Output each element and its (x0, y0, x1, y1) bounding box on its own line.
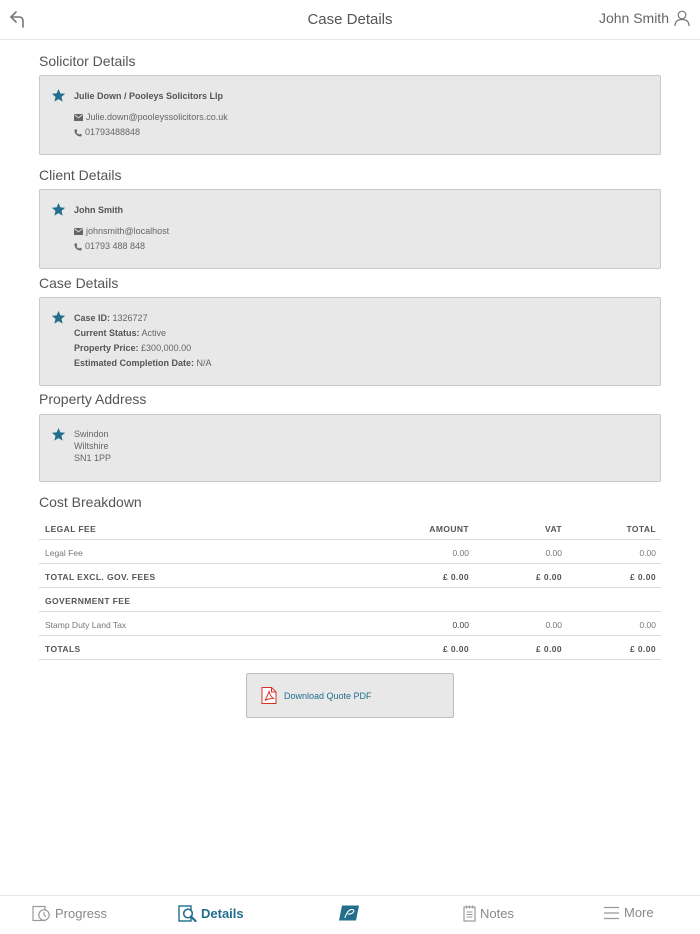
case-price-value: £300,000.00 (141, 343, 192, 353)
property-line-1: Swindon (74, 429, 109, 439)
tab-brand[interactable] (339, 905, 360, 921)
tab-details-label: Details (201, 906, 244, 921)
client-email: johnsmith@localhost (86, 226, 170, 236)
case-completion-label: Estimated Completion Date: (74, 358, 195, 368)
solicitor-name: Julie Down / Pooleys Solicitors Llp (74, 91, 224, 101)
stamp-duty-label: Stamp Duty Land Tax (45, 620, 127, 630)
tab-more-label: More (624, 905, 654, 920)
case-price-label: Property Price: (74, 343, 139, 353)
case-status-label: Current Status: (74, 328, 140, 338)
bottom-tab-bar (0, 895, 700, 934)
envelope-icon (74, 228, 83, 235)
col-legal-fee: LEGAL FEE (45, 524, 97, 534)
solicitor-email-row[interactable] (74, 112, 228, 122)
user-name: John Smith (598, 10, 669, 26)
brand-logo-icon (339, 905, 360, 921)
property-section-title: Property Address (39, 391, 147, 407)
client-card (39, 189, 661, 269)
solicitor-section-title: Solicitor Details (39, 53, 136, 69)
totals-vat: £ 0.00 (535, 644, 562, 654)
legal-fee-vat: 0.00 (545, 548, 562, 558)
star-icon (51, 427, 66, 442)
phone-icon (74, 243, 82, 251)
star-icon (51, 310, 66, 325)
case-id-value: 1326727 (112, 313, 148, 323)
legal-fee-amount: 0.00 (452, 548, 469, 558)
table-row (39, 564, 661, 588)
pdf-file-icon (261, 687, 277, 704)
client-name: John Smith (74, 205, 123, 215)
legal-fee-label: Legal Fee (45, 548, 83, 558)
case-status-row (74, 328, 166, 338)
progress-icon (32, 905, 51, 922)
totals-amount: £ 0.00 (442, 644, 469, 654)
tab-details[interactable] (178, 905, 244, 922)
case-price-row (74, 343, 191, 353)
table-row (39, 612, 661, 636)
envelope-icon (74, 114, 83, 121)
total-excl-vat: £ 0.00 (535, 572, 562, 582)
stamp-duty-vat: 0.00 (545, 620, 562, 630)
star-icon (51, 202, 66, 217)
tab-progress-label: Progress (55, 906, 108, 921)
stamp-duty-amount[interactable]: 0.00 (452, 620, 469, 630)
stamp-duty-total: 0.00 (639, 620, 656, 630)
gov-fee-header: GOVERNMENT FEE (45, 596, 131, 606)
property-line-2: Wiltshire (74, 441, 109, 451)
hamburger-menu-icon (603, 906, 620, 920)
gov-fee-header-row (39, 588, 661, 612)
property-card (39, 414, 661, 482)
download-quote-pdf-button[interactable] (246, 673, 454, 718)
table-row (39, 636, 661, 660)
client-phone-row[interactable] (74, 241, 145, 251)
tab-more[interactable] (603, 905, 654, 920)
star-icon (51, 88, 66, 103)
user-icon (674, 10, 690, 26)
client-section-title: Client Details (39, 167, 122, 183)
download-quote-pdf-label: Download Quote PDF (284, 691, 372, 701)
notes-icon (463, 905, 476, 922)
solicitor-phone-row[interactable] (74, 127, 140, 137)
property-line-3: SN1 1PP (74, 453, 112, 463)
totals-label: TOTALS (45, 644, 81, 654)
tab-notes-label: Notes (480, 906, 514, 921)
solicitor-phone: 01793488848 (85, 127, 141, 137)
solicitor-email: Julie.down@pooleyssolicitors.co.uk (86, 112, 228, 122)
user-menu[interactable] (599, 10, 690, 26)
total-excl-label: TOTAL EXCL. GOV. FEES (45, 572, 156, 582)
legal-fee-total: 0.00 (639, 548, 656, 558)
col-vat: VAT (545, 524, 562, 534)
case-completion-value: N/A (196, 358, 212, 368)
solicitor-card (39, 75, 661, 155)
top-bar (0, 0, 700, 40)
tab-progress[interactable] (32, 905, 107, 922)
table-row (39, 540, 661, 564)
client-phone: 01793 488 848 (85, 241, 146, 251)
totals-total: £ 0.00 (629, 644, 656, 654)
case-status-value: Active (141, 328, 167, 338)
case-card (39, 297, 661, 386)
case-section-title: Case Details (39, 275, 119, 291)
case-completion-row (74, 358, 212, 368)
total-excl-total: £ 0.00 (629, 572, 656, 582)
total-excl-amount: £ 0.00 (442, 572, 469, 582)
cost-header-row (39, 516, 661, 540)
col-total: TOTAL (626, 524, 656, 534)
client-email-row[interactable] (74, 226, 169, 236)
tab-notes[interactable] (463, 905, 514, 922)
case-id-label: Case ID: (74, 313, 111, 323)
case-id-row (74, 313, 148, 323)
col-amount: AMOUNT (429, 524, 469, 534)
page-title: Case Details (307, 11, 393, 28)
cost-section-title: Cost Breakdown (39, 494, 142, 510)
details-icon (178, 905, 197, 922)
phone-icon (74, 129, 82, 137)
